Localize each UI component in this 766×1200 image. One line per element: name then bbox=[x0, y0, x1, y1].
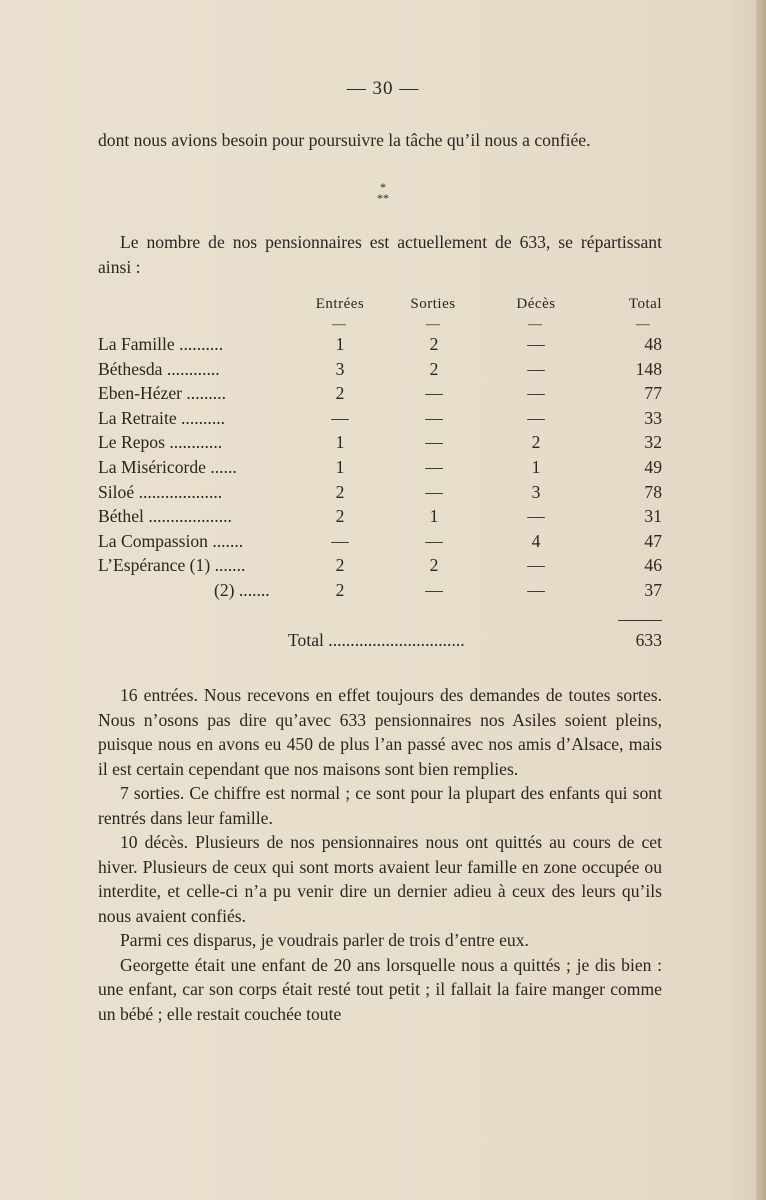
header-total: Total bbox=[628, 296, 662, 312]
row-name: Siloé ................... bbox=[98, 481, 223, 502]
header-dash: — bbox=[426, 317, 440, 332]
table-row bbox=[0, 334, 766, 359]
row-total: 37 bbox=[644, 580, 662, 600]
row-total: 31 bbox=[644, 506, 662, 527]
header-dash: — bbox=[636, 317, 650, 332]
row-sorties: — bbox=[425, 481, 443, 502]
table-row bbox=[0, 506, 766, 531]
row-deces: — bbox=[527, 506, 545, 527]
row-sorties: 2 bbox=[429, 358, 439, 379]
row-total: 78 bbox=[644, 481, 662, 502]
table-row bbox=[0, 408, 766, 433]
row-sorties: — bbox=[425, 530, 443, 551]
row-entrees: 2 bbox=[335, 506, 345, 527]
row-name: La Compassion ....... bbox=[98, 530, 244, 551]
table-row bbox=[0, 359, 766, 384]
row-total: 47 bbox=[644, 530, 662, 551]
row-sorties: — bbox=[425, 580, 443, 600]
row-entrees: — bbox=[331, 530, 349, 551]
row-name: La Miséricorde ...... bbox=[98, 457, 237, 477]
row-entrees: 1 bbox=[335, 432, 345, 453]
row-deces: — bbox=[527, 334, 545, 354]
table-row bbox=[0, 482, 766, 507]
row-deces: — bbox=[527, 358, 545, 379]
total-value: 633 bbox=[635, 630, 662, 650]
body-paragraph: Georgette était une enfant de 20 ans lorsquelle nous a quittés ; je dis bien : une enfant, car son corps était resté tout petit ; il fallait la faire manger comme un bébé ; elle restait couchée toute bbox=[98, 954, 662, 1024]
row-deces: 4 bbox=[531, 530, 541, 551]
table-row bbox=[0, 580, 766, 605]
header-dash: — bbox=[528, 317, 542, 332]
table-row bbox=[0, 457, 766, 482]
row-deces: — bbox=[527, 383, 545, 404]
body-paragraph: 7 sorties. Ce chiffre est normal ; ce sont pour la plupart des enfants qui sont rentrés dans leur famille. bbox=[98, 783, 662, 828]
table-row bbox=[0, 383, 766, 408]
count-paragraph: Le nombre de nos pensionnaires est actuellement de 633, se répartissant ainsi : bbox=[98, 232, 662, 277]
row-sorties: — bbox=[425, 432, 443, 453]
row-sorties: 2 bbox=[429, 334, 439, 354]
row-entrees: 2 bbox=[335, 555, 345, 576]
table-row bbox=[0, 432, 766, 457]
row-total: 32 bbox=[644, 432, 662, 453]
row-name: Béthesda ............ bbox=[98, 358, 220, 379]
row-sorties: 1 bbox=[429, 506, 439, 527]
row-name: L’Espérance (1) ....... bbox=[98, 555, 246, 576]
total-rule bbox=[618, 620, 662, 621]
row-entrees: 2 bbox=[335, 383, 345, 404]
row-name: Eben-Hézer ......... bbox=[98, 383, 226, 404]
row-sorties: 2 bbox=[429, 555, 439, 576]
header-entrees: Entrées bbox=[315, 296, 365, 312]
row-entrees: 2 bbox=[335, 580, 345, 600]
row-entrees: — bbox=[331, 407, 349, 428]
asterism-bottom: ** bbox=[377, 191, 389, 205]
row-deces: — bbox=[527, 555, 545, 576]
row-deces: — bbox=[527, 407, 545, 428]
page-number: — 30 — bbox=[346, 78, 420, 99]
row-deces: 2 bbox=[531, 432, 541, 453]
row-deces: 3 bbox=[531, 481, 541, 502]
row-deces: — bbox=[527, 580, 545, 600]
row-name: La Retraite .......... bbox=[98, 407, 226, 428]
row-entrees: 3 bbox=[335, 358, 345, 379]
body-text bbox=[98, 683, 662, 1026]
total-label: Total ............................... bbox=[288, 630, 465, 650]
body-paragraph: 16 entrées. Nous recevons en effet toujours des demandes de toutes sortes. Nous n’osons pas dire qu’avec 633 pensionnaires nos Asiles soient pleins, puisque nous en avons eu 450 de plus l’an passé avec nos amis d’Alsace, mais il est certain cependant que nos maisons sont bien remplies. bbox=[98, 685, 662, 779]
row-name: Le Repos ............ bbox=[98, 432, 223, 453]
row-total: 148 bbox=[635, 358, 662, 379]
body-paragraph: 10 décès. Plusieurs de nos pensionnaires nous ont quittés au cours de cet hiver. Plusieurs de ceux qui sont morts avaient leur famille en zone occupée ou interdite, et celle-ci n’a pu venir dire un dernier adieu à ceux des leurs qu’ils nous avaient confiés. bbox=[98, 832, 662, 926]
asterism-top: * bbox=[380, 180, 386, 194]
row-name: Béthel ................... bbox=[98, 506, 232, 527]
row-entrees: 1 bbox=[335, 457, 345, 477]
row-sorties: — bbox=[425, 407, 443, 428]
row-sorties: — bbox=[425, 457, 443, 477]
row-name: La Famille .......... bbox=[98, 334, 224, 354]
row-total: 46 bbox=[644, 555, 662, 576]
row-total: 49 bbox=[644, 457, 662, 477]
row-entrees: 2 bbox=[335, 481, 345, 502]
row-total: 48 bbox=[644, 334, 662, 354]
intro-paragraph: dont nous avions besoin pour poursuivre la tâche qu’il nous a confiée. bbox=[98, 130, 591, 150]
header-sorties: Sorties bbox=[410, 296, 456, 312]
header-deces: Décès bbox=[516, 296, 556, 312]
row-entrees: 1 bbox=[335, 334, 345, 354]
asterism-separator bbox=[0, 182, 766, 204]
table-row bbox=[0, 531, 766, 556]
row-total: 77 bbox=[644, 383, 662, 404]
row-sorties: — bbox=[425, 383, 443, 404]
row-deces: 1 bbox=[531, 457, 541, 477]
table-row bbox=[0, 555, 766, 580]
row-total: 33 bbox=[644, 407, 662, 428]
row-name: (2) ....... bbox=[214, 580, 270, 600]
body-paragraph: Parmi ces disparus, je voudrais parler de trois d’entre eux. bbox=[120, 930, 529, 950]
header-dash: — bbox=[332, 317, 346, 332]
